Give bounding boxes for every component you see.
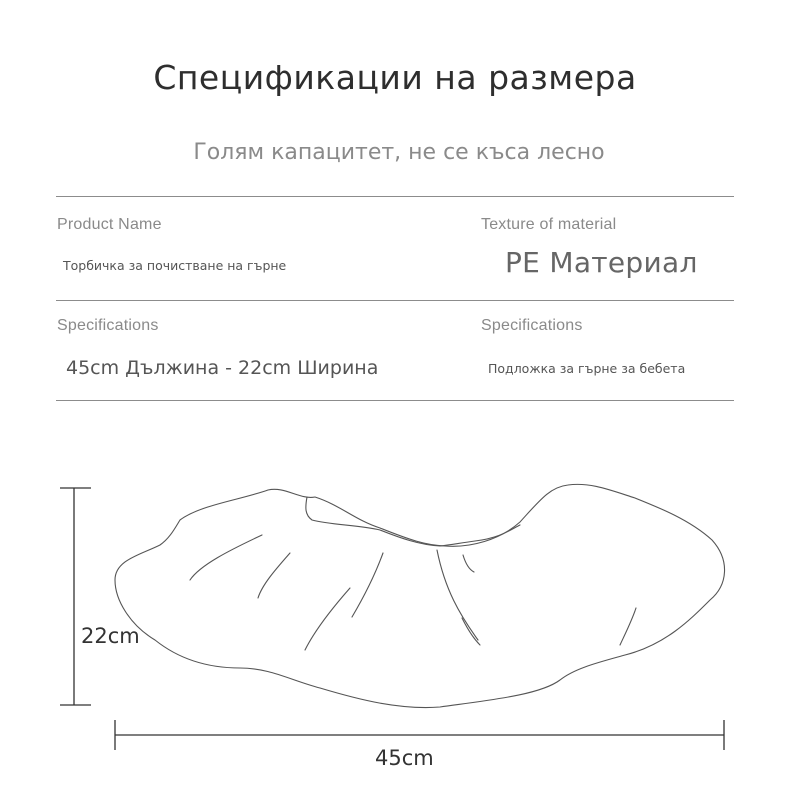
- product-name-value: Торбичка за почистване на гърне: [63, 258, 287, 273]
- texture-label: Texture of material: [481, 216, 617, 233]
- page-title: Спецификации на размера: [153, 58, 637, 97]
- spec-label-left: Specifications: [57, 317, 159, 334]
- texture-value: PE Материал: [505, 246, 698, 279]
- pot-cover-outline: [115, 484, 725, 707]
- height-dimension-line: [60, 488, 91, 705]
- height-dimension-label: 22cm: [81, 624, 140, 648]
- spec-value-right: Подложка за гърне за бебета: [488, 361, 686, 376]
- page-subtitle: Голям капацитет, не се къса лесно: [193, 140, 605, 165]
- product-name-label: Product Name: [57, 216, 162, 233]
- spec-value-left: 45cm Дължина - 22cm Ширина: [66, 357, 379, 379]
- width-dimension-label: 45cm: [375, 746, 434, 770]
- spec-label-right: Specifications: [481, 317, 583, 334]
